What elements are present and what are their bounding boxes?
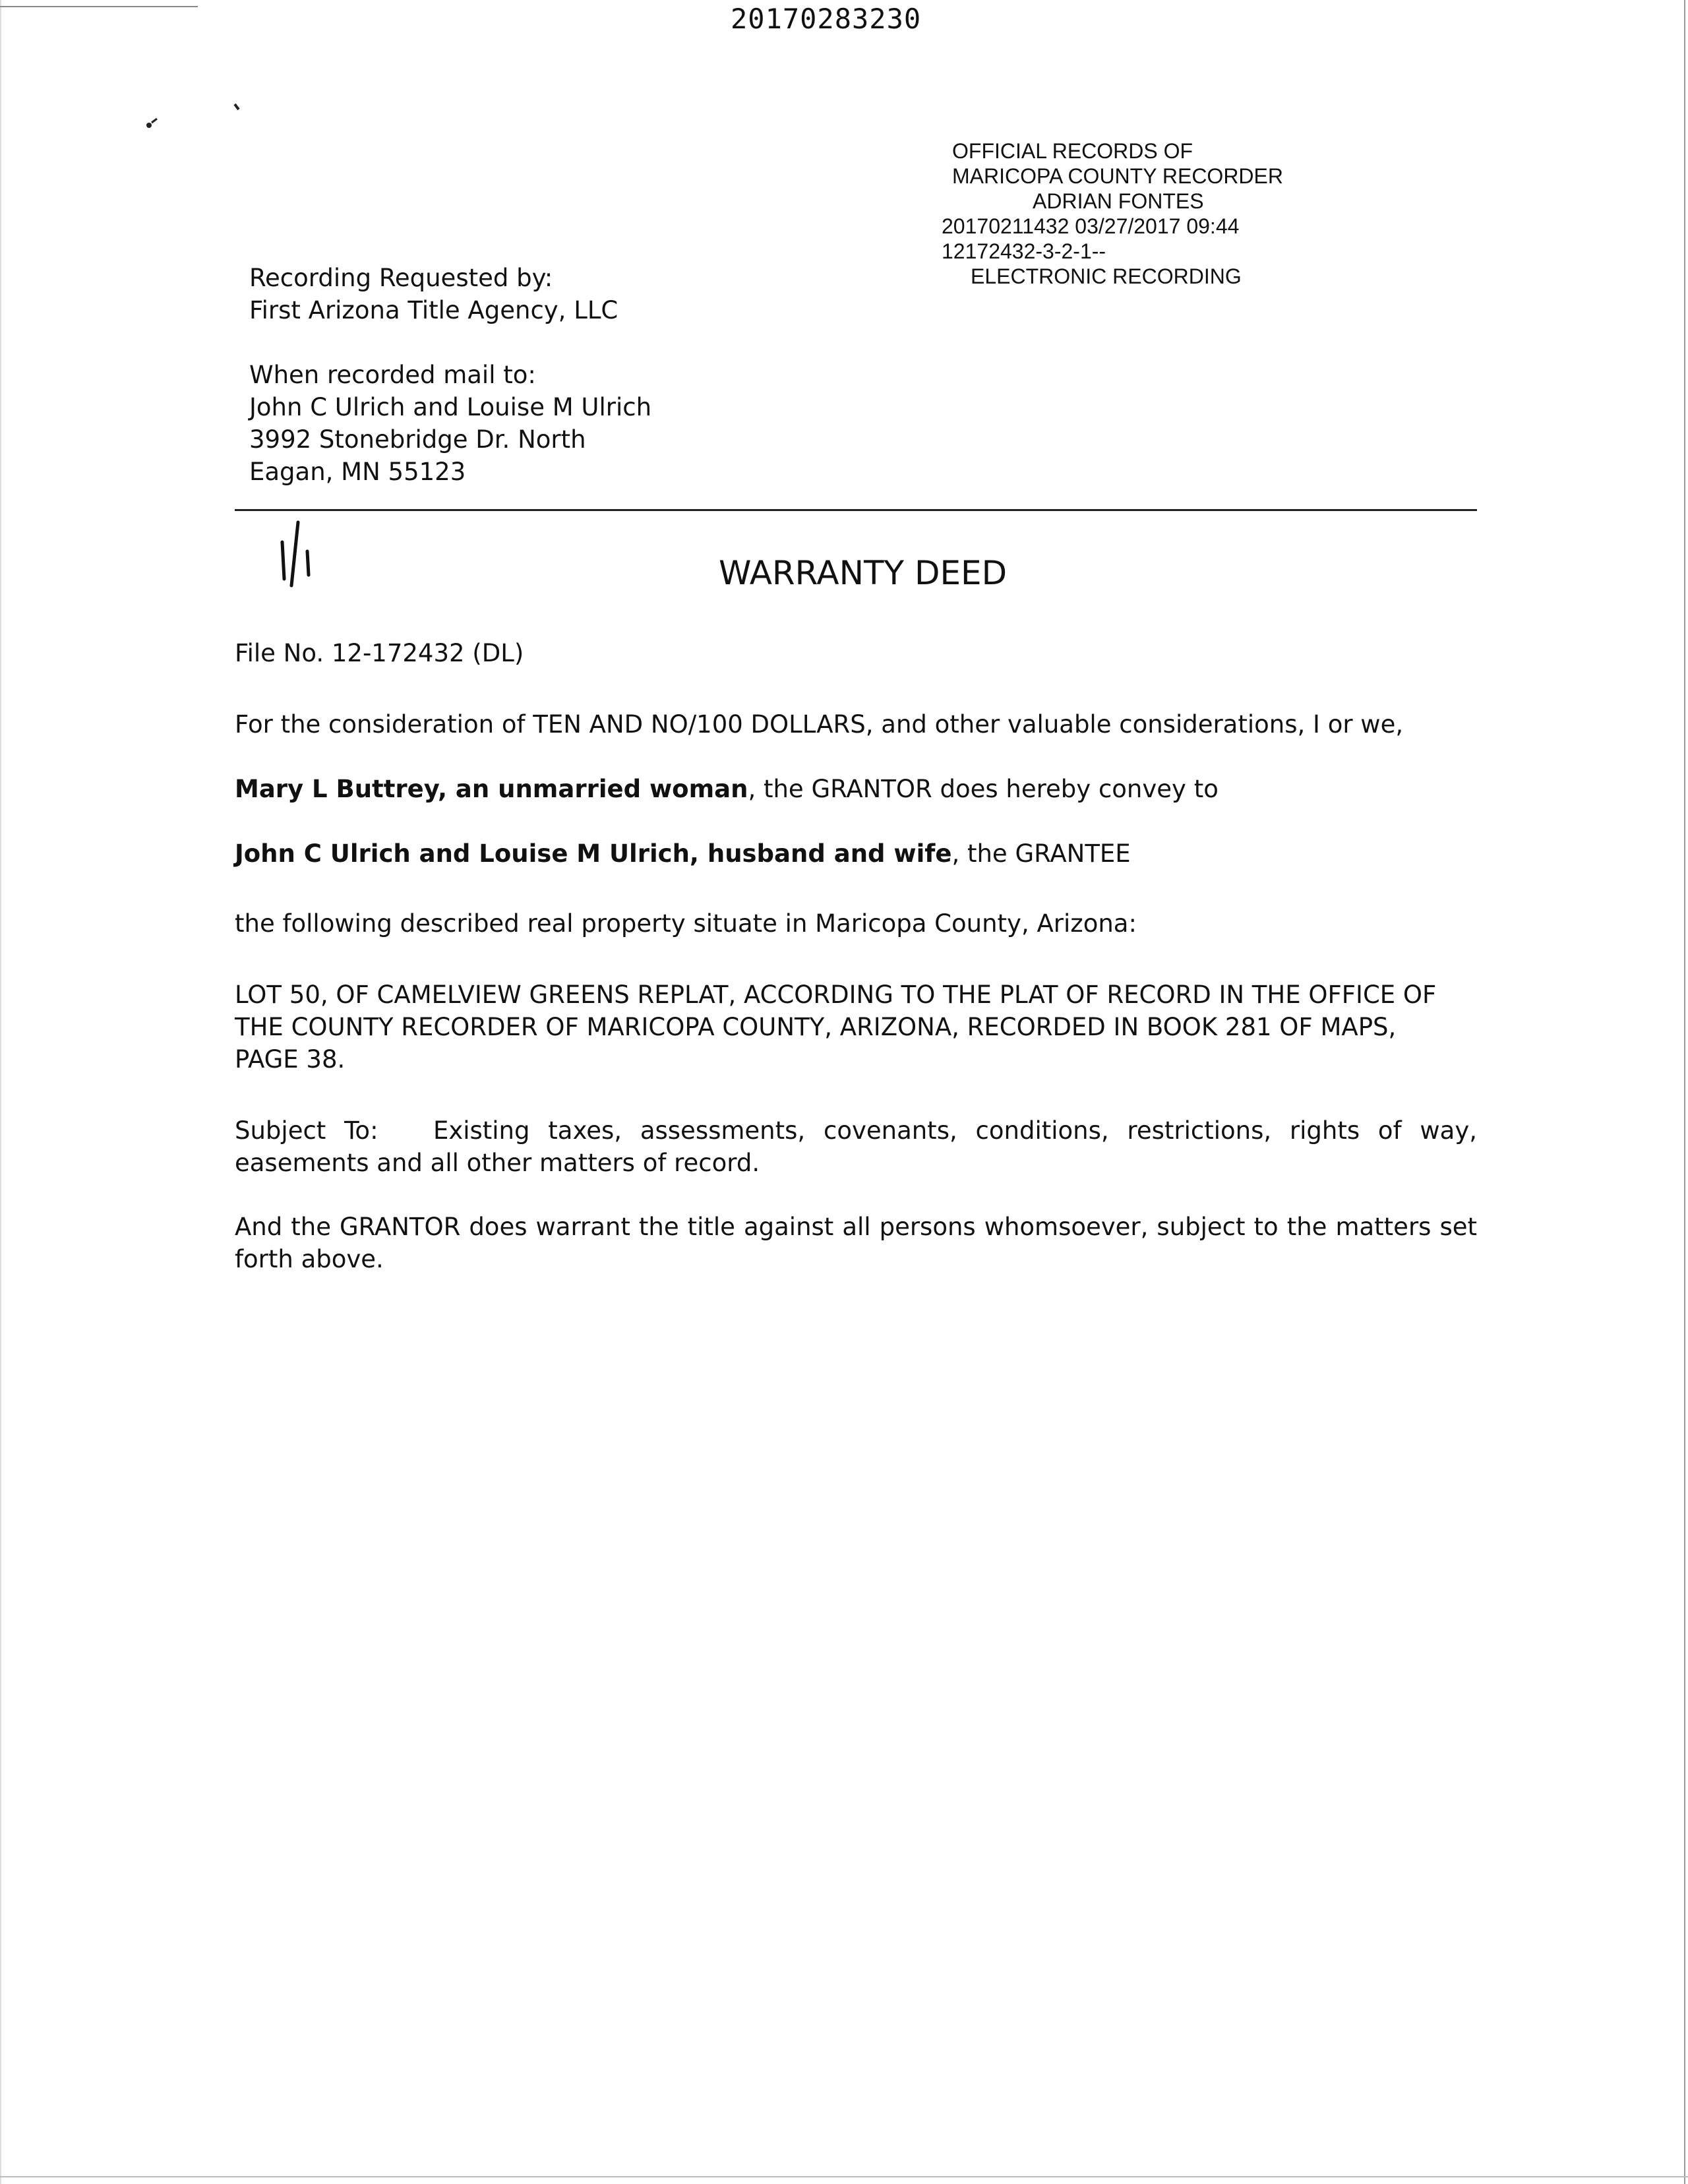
document-number: 20170283230 <box>731 3 922 35</box>
grantor-text: , the GRANTOR does hereby convey to <box>748 775 1219 803</box>
mail-to-label: When recorded mail to: <box>249 361 536 389</box>
grantor-paragraph <box>235 773 1477 805</box>
stray-marks <box>146 104 239 128</box>
file-number: File No. 12-172432 (DL) <box>235 639 524 667</box>
subject-to-text: Existing taxes, assessments, covenants, conditions, restrictions, rights of way, easements and all other matters of record. <box>235 1116 1477 1177</box>
warranty-paragraph: And the GRANTOR does warrant the title against all persons whomsoever, subject to the matters set forth above. <box>235 1213 1477 1273</box>
subject-to-label: Subject To: <box>235 1116 378 1145</box>
recorder-line-4: 20170211432 03/27/2017 09:44 <box>942 214 1240 238</box>
recorder-line-3: ADRIAN FONTES <box>1033 189 1204 213</box>
header-divider <box>235 509 1477 511</box>
property-intro: the following described real property situate in Maricopa County, Arizona: <box>235 909 1137 938</box>
grantor-name: Mary L Buttrey, an unmarried woman <box>235 775 748 803</box>
legal-description: LOT 50, OF CAMELVIEW GREENS REPLAT, ACCORDING TO THE PLAT OF RECORD IN THE OFFICE OF THE COUNTY RECORDER OF MARICOPA COUNTY, ARIZONA, RECORDED IN BOOK 281 OF MAPS, PAGE 38. <box>235 981 1437 1074</box>
mail-to-block <box>249 359 651 488</box>
recording-requested-block <box>249 262 618 326</box>
subject-to-paragraph <box>235 1114 1477 1179</box>
recording-requested-label: Recording Requested by: <box>249 264 553 292</box>
grantee-paragraph <box>235 837 1477 870</box>
grantee-name: John C Ulrich and Louise M Ulrich, husband and wife <box>235 839 952 868</box>
mail-to-street: 3992 Stonebridge Dr. North <box>249 425 586 454</box>
recording-requested-name: First Arizona Title Agency, LLC <box>249 296 618 324</box>
document-title: WARRANTY DEED <box>719 554 1008 592</box>
mail-to-city: Eagan, MN 55123 <box>249 458 466 486</box>
grantee-text: , the GRANTEE <box>951 839 1131 868</box>
recorder-stamp <box>923 138 1283 289</box>
recorder-line-2: MARICOPA COUNTY RECORDER <box>952 164 1283 188</box>
recorder-line-5: 12172432-3-2-1-- <box>942 239 1106 263</box>
recorder-line-6: ELECTRONIC RECORDING <box>971 264 1242 288</box>
mail-to-name: John C Ulrich and Louise M Ulrich <box>249 393 652 421</box>
consideration-paragraph: For the consideration of TEN AND NO/100 DOLLARS, and other valuable considerations, I or we, <box>235 710 1404 739</box>
handwritten-1-1-mark <box>282 522 309 586</box>
recorder-line-1: OFFICIAL RECORDS OF <box>952 139 1193 163</box>
